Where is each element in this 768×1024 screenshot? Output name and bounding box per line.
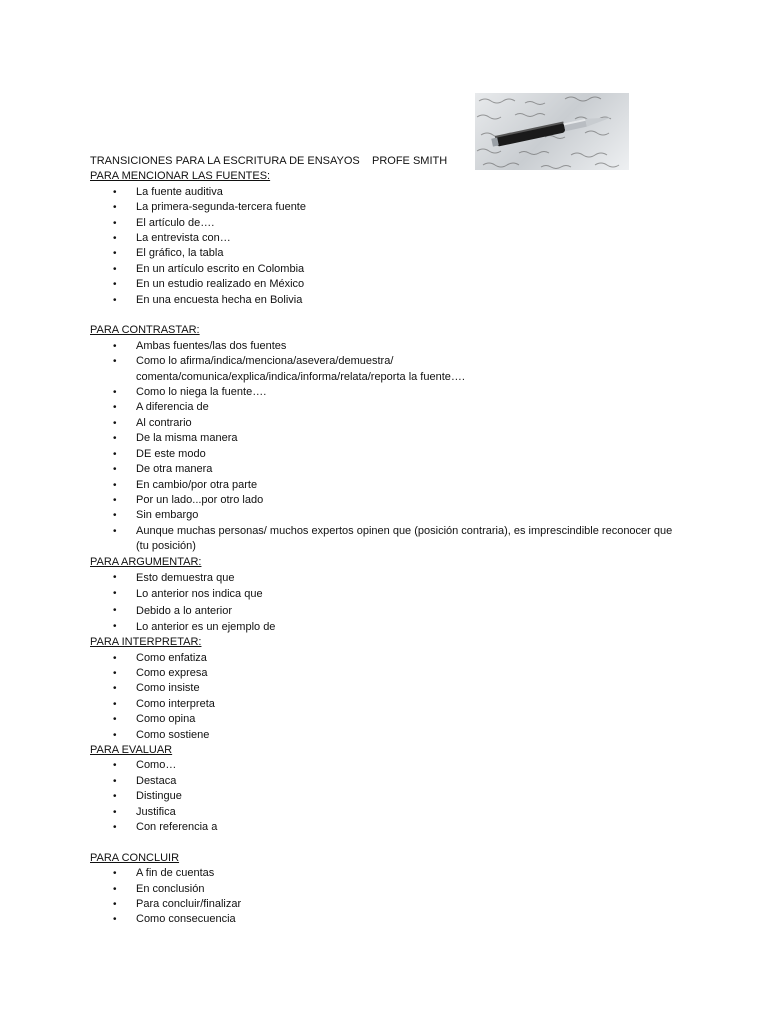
list-item: • Para concluir/finalizar (90, 897, 690, 912)
list-item: • Con referencia a (90, 820, 690, 835)
blank-line (90, 308, 690, 323)
list-fuentes (90, 185, 690, 308)
list-item: • En conclusión (90, 882, 690, 897)
list-item: • Esto demuestra que (90, 570, 690, 586)
list-item: • El gráfico, la tabla (90, 246, 690, 261)
list-item: • DE este modo (90, 447, 690, 462)
heading-contrastar: PARA CONTRASTAR: (90, 324, 200, 337)
list-item: • En un estudio realizado en México (90, 277, 690, 292)
document-body (90, 154, 690, 928)
heading-interpretar: PARA INTERPRETAR: (90, 636, 202, 649)
list-argumentar (90, 570, 690, 635)
list-evaluar (90, 758, 690, 835)
document-title: TRANSICIONES PARA LA ESCRITURA DE ENSAYOS PROFE SMITH (90, 155, 448, 167)
list-item: • Como… (90, 758, 690, 773)
list-item: • En un artículo escrito en Colombia (90, 262, 690, 277)
list-contrastar (90, 339, 690, 555)
heading-evaluar: PARA EVALUAR (90, 743, 173, 756)
list-item: • Ambas fuentes/las dos fuentes (90, 339, 690, 354)
list-item: • Como sostiene (90, 728, 690, 743)
list-item: • De la misma manera (90, 431, 690, 446)
list-item: • Aunque muchas personas/ muchos expertos opinen que (posición contraria), es imprescindible reconocer que (tu posición) (90, 524, 676, 555)
list-item: • Sin embargo (90, 508, 690, 523)
list-item: • Lo anterior nos indica que (90, 586, 690, 602)
heading-argumentar: PARA ARGUMENTAR: (90, 555, 202, 568)
list-item: • La primera-segunda-tercera fuente (90, 200, 690, 215)
list-item: • El artículo de…. (90, 216, 690, 231)
blank-line (90, 835, 690, 850)
list-item: • De otra manera (90, 462, 690, 477)
list-interpretar (90, 651, 690, 743)
list-item: • En cambio/por otra parte (90, 478, 690, 493)
list-concluir (90, 866, 690, 928)
list-item: • Como opina (90, 712, 690, 727)
list-item: • Como lo afirma/indica/menciona/asevera/demuestra/ comenta/comunica/explica/indica/informa/relata/reporta la fuente…. (90, 354, 466, 385)
list-item: • Como lo niega la fuente…. (90, 385, 690, 400)
list-item: • Como insiste (90, 681, 690, 696)
list-item: • La entrevista con… (90, 231, 690, 246)
list-item: • Por un lado...por otro lado (90, 493, 690, 508)
list-item: • Al contrario (90, 416, 690, 431)
list-item: • Como interpreta (90, 697, 690, 712)
list-item: • Como enfatiza (90, 651, 690, 666)
list-item: • En una encuesta hecha en Bolivia (90, 293, 690, 308)
list-item: • Como consecuencia (90, 912, 690, 927)
heading-fuentes: PARA MENCIONAR LAS FUENTES: (90, 170, 271, 183)
list-item: • A diferencia de (90, 400, 690, 415)
list-item: • Debido a lo anterior (90, 603, 690, 619)
list-item: • La fuente auditiva (90, 185, 690, 200)
list-item: • Destaca (90, 774, 690, 789)
list-item: • Lo anterior es un ejemplo de (90, 619, 690, 635)
list-item: • Distingue (90, 789, 690, 804)
heading-concluir: PARA CONCLUIR (90, 851, 180, 864)
list-item: • Como expresa (90, 666, 690, 681)
list-item: • Justifica (90, 805, 690, 820)
list-item: • A fin de cuentas (90, 866, 690, 881)
